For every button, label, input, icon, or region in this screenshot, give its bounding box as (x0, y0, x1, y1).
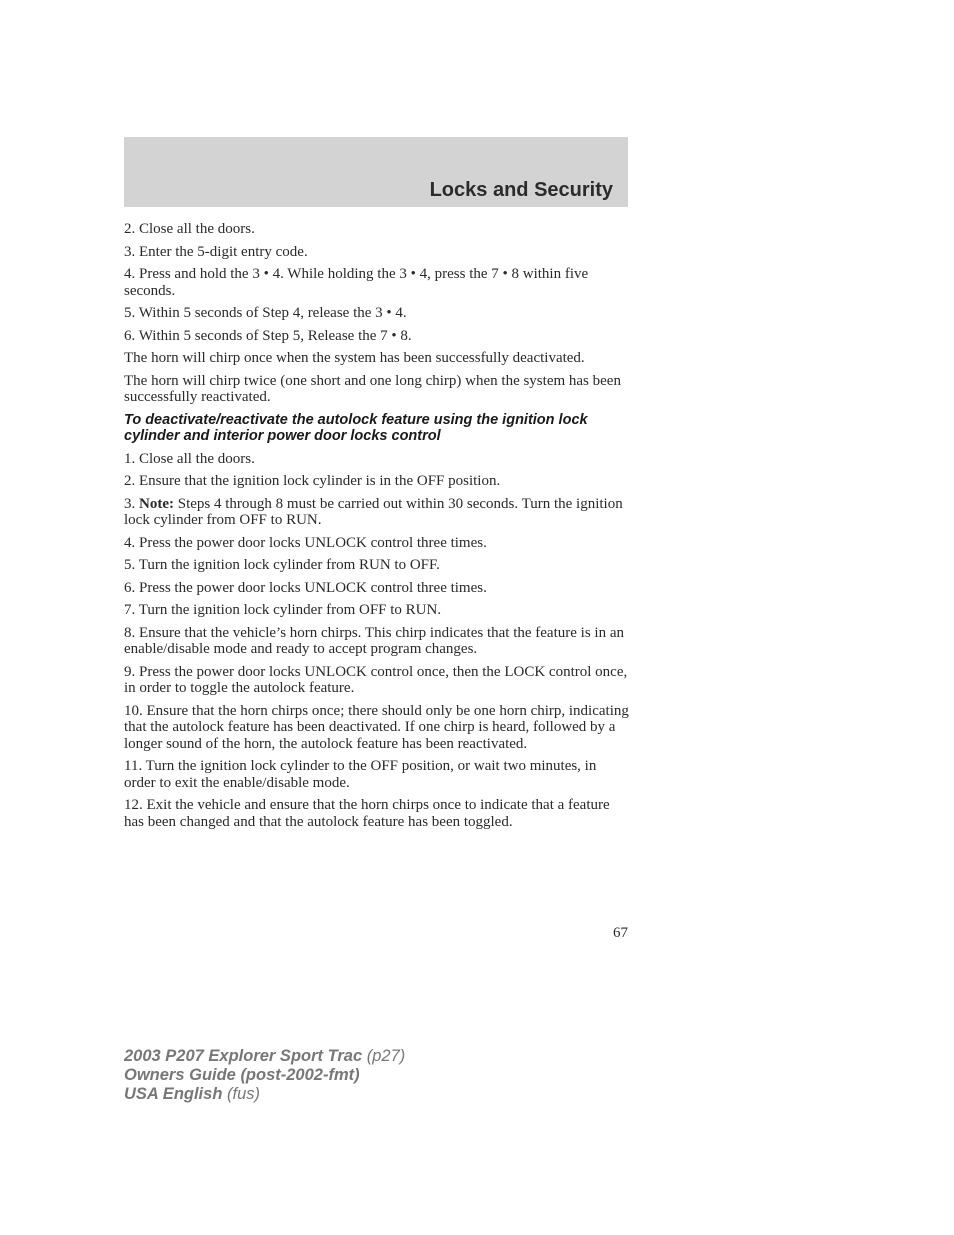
section-title: Locks and Security (429, 179, 613, 201)
autolock-step-6: 6. Press the power door locks UNLOCK control three times. (124, 579, 487, 596)
footer-language-code: (fus) (222, 1085, 260, 1103)
footer-language: USA English (124, 1085, 223, 1103)
step-4-press-hold: 4. Press and hold the 3 • 4. While holding the 3 • 4, press the 7 • 8 within five seconds. (124, 266, 589, 299)
document-footer (124, 1047, 405, 1104)
autolock-step-9: 9. Press the power door locks UNLOCK control once, then the LOCK control once, in order to toggle the autolock feature. (124, 663, 628, 696)
autolock-subheading: To deactivate/reactivate the autolock feature using the ignition lock cylinder and interior power door locks control (124, 411, 588, 444)
autolock-step-7: 7. Turn the ignition lock cylinder from OFF to RUN. (124, 602, 442, 618)
footer-guide: Owners Guide (post-2002-fmt) (124, 1066, 360, 1084)
footer-line-2 (124, 1066, 405, 1085)
paragraph-deactivated: The horn will chirp once when the system has been successfully deactivated. (124, 350, 585, 366)
footer-page-ref: (p27) (362, 1047, 406, 1065)
step-3-number: 3. (124, 495, 139, 512)
autolock-step-3 (124, 496, 630, 529)
footer-line-1 (124, 1047, 405, 1066)
note-label: Note: (139, 495, 174, 512)
step-6-release: 6. Within 5 seconds of Step 5, Release the 7 • 8. (124, 327, 412, 344)
paragraph-reactivated: The horn will chirp twice (one short and one long chirp) when the system has been successfully reactivated. (124, 372, 621, 405)
page-number: 67 (613, 925, 628, 941)
step-3-enter-code: 3. Enter the 5-digit entry code. (124, 243, 308, 260)
autolock-step-12: 12. Exit the vehicle and ensure that the horn chirps once to indicate that a feature has been changed and that the autolock feature has been toggled. (124, 797, 610, 830)
autolock-step-4: 4. Press the power door locks UNLOCK control three times. (124, 534, 487, 551)
section-header-band (124, 137, 628, 207)
autolock-step-2: 2. Ensure that the ignition lock cylinder is in the OFF position. (124, 473, 501, 489)
footer-model: 2003 P207 Explorer Sport Trac (124, 1047, 363, 1065)
step-5-release: 5. Within 5 seconds of Step 4, release the 3 • 4. (124, 305, 407, 321)
footer-line-3 (124, 1085, 405, 1104)
step-3-text: Steps 4 through 8 must be carried out within 30 seconds. Turn the ignition lock cylinder from OFF to RUN. (124, 495, 623, 528)
autolock-step-10: 10. Ensure that the horn chirps once; there should only be one horn chirp, indicating that the autolock feature has been deactivated. If one chirp is heard, followed by a longer sound of the horn, the autolock feature has been reactivated. (124, 702, 629, 752)
autolock-step-11: 11. Turn the ignition lock cylinder to the OFF position, or wait two minutes, in order to exit the enable/disable mode. (124, 758, 597, 791)
autolock-step-1: 1. Close all the doors. (124, 450, 255, 467)
step-2-close-doors: 2. Close all the doors. (124, 221, 255, 237)
autolock-step-8: 8. Ensure that the vehicle’s horn chirps. This chirp indicates that the feature is in an enable/disable mode and ready to accept program changes. (124, 624, 624, 657)
page-content (124, 221, 630, 836)
autolock-step-5: 5. Turn the ignition lock cylinder from RUN to OFF. (124, 557, 440, 573)
